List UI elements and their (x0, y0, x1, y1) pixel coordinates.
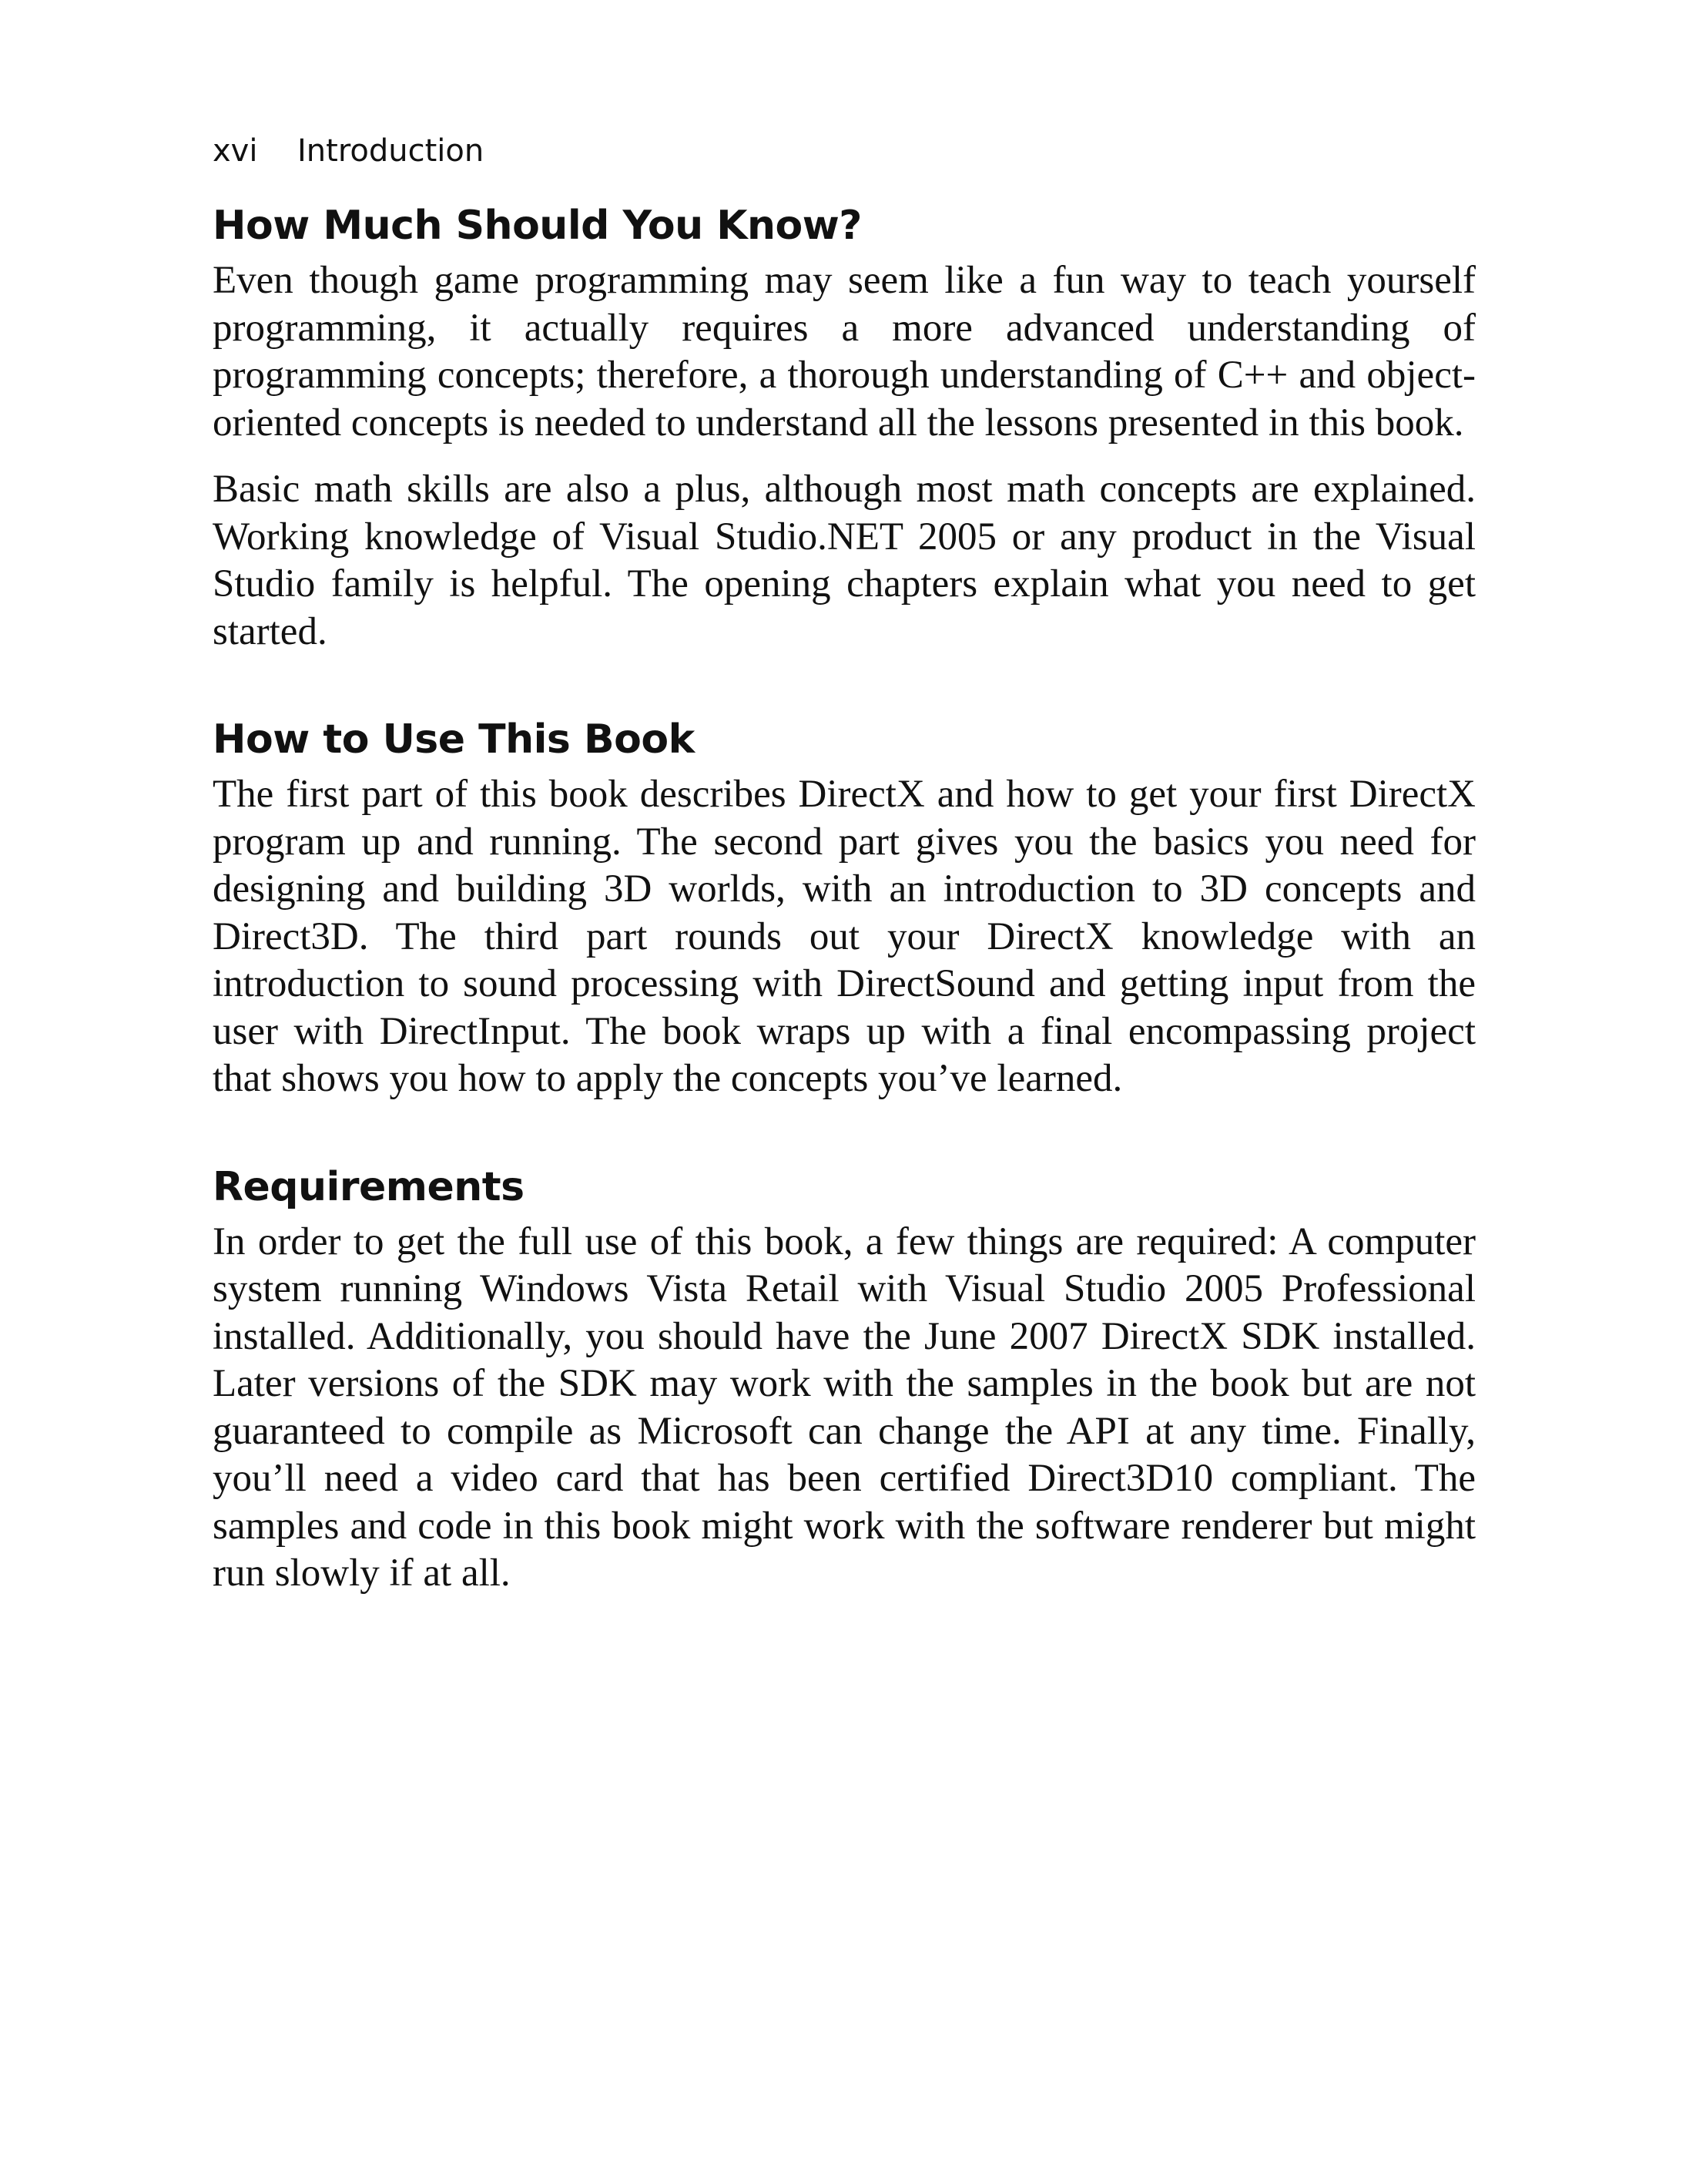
section-heading: How Much Should You Know? (213, 203, 862, 249)
paragraph: Even though game programming may seem like a fun way to teach yourself programming, it actually requires a more advanced understanding of programming concepts; therefore, a thorough understanding of C++ and object-oriented concepts is needed to understand all the lessons presented in this book. (213, 259, 1476, 445)
book-page (213, 133, 1476, 1598)
section-how-to-use-this-book (213, 716, 1476, 1103)
section-how-much-should-you-know (213, 202, 1476, 656)
section-heading: How to Use This Book (213, 716, 695, 763)
paragraph: The first part of this book describes DirectX and how to get your first DirectX program up and running. The second part gives you the basics you need for designing and building 3D worlds, with an introduction to 3D concepts and Direct3D. The third part rounds out your DirectX knowledge with an introduction to sound processing with DirectSound and getting input from the user with DirectInput. The book wraps up with a final encompassing project that shows you how to apply the concepts you’ve learned. (213, 773, 1476, 1100)
section-heading: Requirements (213, 1163, 525, 1210)
chapter-title: Introduction (297, 133, 484, 169)
paragraph: Basic math skills are also a plus, although most math concepts are explained. Working knowledge of Visual Studio.NET 2005 or any product in the Visual Studio family is helpful. The opening chapters explain what you need to get started. (213, 468, 1476, 653)
running-head (213, 133, 1476, 169)
section-requirements (213, 1163, 1476, 1598)
page-number: xvi (213, 133, 258, 169)
paragraph: In order to get the full use of this book, a few things are required: A computer system running Windows Vista Retail with Visual Studio 2005 Professional installed. Additionally, you should have the June 2007 DirectX SDK installed. Later versions of the SDK may work with the samples in the book but are not guaranteed to compile as Microsoft can change the API at any time. Finally, you’ll need a video card that has been certified Direct3D10 compliant. The samples and code in this book might work with the software renderer but might run slowly if at all. (213, 1219, 1476, 1595)
